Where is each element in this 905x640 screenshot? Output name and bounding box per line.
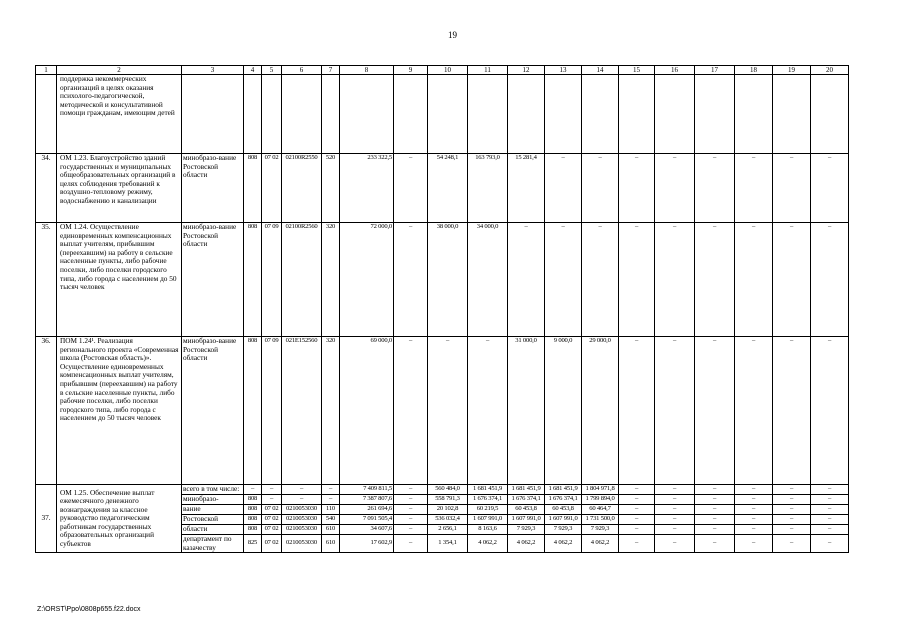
amount-cell: –	[545, 223, 582, 337]
row-number: 36.	[36, 337, 57, 485]
rzpr-code: 07 09	[262, 223, 282, 337]
column-header: 4	[244, 66, 262, 75]
amount-cell: –	[773, 485, 811, 495]
empty-cell	[322, 75, 340, 154]
amount-cell: 2 656,1	[428, 525, 468, 535]
executor: области	[182, 525, 244, 535]
amount-cell: –	[773, 337, 811, 485]
amount-cell: –	[582, 154, 619, 223]
amount-cell: –	[655, 485, 695, 495]
amount-cell: –	[695, 223, 735, 337]
column-header: 5	[262, 66, 282, 75]
empty-cell	[428, 75, 468, 154]
amount-cell: –	[582, 223, 619, 337]
amount-cell: –	[394, 154, 428, 223]
amount-cell: –	[811, 505, 849, 515]
vr-code: 520	[322, 154, 340, 223]
grbs-code: 808	[244, 515, 262, 525]
amount-cell: –	[735, 154, 773, 223]
column-header: 12	[508, 66, 545, 75]
amount-cell: –	[619, 485, 655, 495]
rzpr-code: –	[262, 485, 282, 495]
amount-cell: 20 102,8	[428, 505, 468, 515]
amount-cell: 1 676 374,1	[508, 495, 545, 505]
amount-cell: 4 062,2	[468, 535, 508, 553]
empty-cell	[182, 75, 244, 154]
csr-code: –	[282, 495, 322, 505]
empty-cell	[468, 75, 508, 154]
amount-cell: 7 929,3	[545, 525, 582, 535]
csr-code: 021E152560	[282, 337, 322, 485]
rzpr-code: 07 02	[262, 505, 282, 515]
budget-table	[35, 65, 849, 553]
amount-cell: –	[655, 505, 695, 515]
grbs-code: 808	[244, 525, 262, 535]
amount-cell: 560 484,0	[428, 485, 468, 495]
amount-cell: 1 681 451,9	[508, 485, 545, 495]
amount-cell: –	[508, 223, 545, 337]
rzpr-code: 07 02	[262, 525, 282, 535]
column-header: 6	[282, 66, 322, 75]
executor: Ростовской	[182, 515, 244, 525]
grbs-code: 808	[244, 223, 262, 337]
amount-cell: –	[545, 154, 582, 223]
amount-cell: 1 676 374,1	[468, 495, 508, 505]
amount-cell: –	[773, 495, 811, 505]
amount-cell: –	[773, 515, 811, 525]
amount-cell: –	[428, 337, 468, 485]
amount-cell: 1 354,1	[428, 535, 468, 553]
amount-cell: –	[695, 154, 735, 223]
empty-cell	[545, 75, 582, 154]
vr-code: –	[322, 495, 340, 505]
rzpr-code: 07 02	[262, 535, 282, 553]
column-header: 7	[322, 66, 340, 75]
vr-code: 110	[322, 505, 340, 515]
amount-cell: –	[773, 223, 811, 337]
amount-cell: 72 000,0	[340, 223, 394, 337]
amount-cell: –	[695, 515, 735, 525]
empty-cell	[262, 75, 282, 154]
csr-code: 0210053030	[282, 515, 322, 525]
table-row	[36, 337, 849, 485]
column-header: 3	[182, 66, 244, 75]
amount-cell: –	[811, 525, 849, 535]
amount-cell: –	[394, 485, 428, 495]
amount-cell: –	[735, 223, 773, 337]
empty-cell	[811, 75, 849, 154]
amount-cell: 31 000,0	[508, 337, 545, 485]
column-header: 10	[428, 66, 468, 75]
amount-cell: 4 062,2	[582, 535, 619, 553]
rzpr-code: 07 02	[262, 515, 282, 525]
amount-cell: 7 091 505,4	[340, 515, 394, 525]
amount-cell: –	[773, 535, 811, 553]
amount-cell: 34 000,0	[468, 223, 508, 337]
row-number: 37.	[36, 485, 57, 553]
amount-cell: –	[773, 525, 811, 535]
empty-cell	[773, 75, 811, 154]
row-number: 34.	[36, 154, 57, 223]
amount-cell: –	[695, 505, 735, 515]
executor: минобразо-	[182, 495, 244, 505]
vr-code: 320	[322, 337, 340, 485]
amount-cell: –	[735, 495, 773, 505]
amount-cell: –	[811, 485, 849, 495]
amount-cell: 1 804 971,8	[582, 485, 619, 495]
executor: вание	[182, 505, 244, 515]
amount-cell: –	[655, 337, 695, 485]
amount-cell: 60 453,8	[508, 505, 545, 515]
amount-cell: –	[619, 535, 655, 553]
amount-cell: –	[811, 337, 849, 485]
amount-cell: 60 219,5	[468, 505, 508, 515]
column-header: 11	[468, 66, 508, 75]
measure-name: ПОМ 1.24¹. Реализация регионального проекта «Современная школа (Ростовская область)». Осуществление единовременных компенсационных выплат учителям, прибывшим (переехавшим) на работу в сельские населенные пункты, либо рабочие поселки, либо поселки городского типа, либо города с населением до 50 тысяч человек	[57, 337, 182, 485]
executor: минобразо-вание Ростовской области	[182, 337, 244, 485]
rzpr-code: 07 09	[262, 337, 282, 485]
amount-cell: 1 799 894,0	[582, 495, 619, 505]
amount-cell: 60 464,7	[582, 505, 619, 515]
empty-cell	[655, 75, 695, 154]
amount-cell: 1 676 374,1	[545, 495, 582, 505]
table-row	[36, 485, 849, 495]
amount-cell: –	[619, 515, 655, 525]
amount-cell: 54 248,1	[428, 154, 468, 223]
csr-code: –	[282, 485, 322, 495]
amount-cell: 233 322,5	[340, 154, 394, 223]
amount-cell: –	[394, 525, 428, 535]
amount-cell: –	[655, 154, 695, 223]
csr-code: 0210053030	[282, 505, 322, 515]
executor: минобразо-вание Ростовской области	[182, 154, 244, 223]
csr-code: 0210053030	[282, 535, 322, 553]
amount-cell: –	[735, 515, 773, 525]
column-header: 14	[582, 66, 619, 75]
amount-cell: 4 062,2	[545, 535, 582, 553]
amount-cell: 558 791,3	[428, 495, 468, 505]
vr-code: 540	[322, 515, 340, 525]
amount-cell: 163 793,0	[468, 154, 508, 223]
amount-cell: –	[619, 223, 655, 337]
csr-code: 0210053030	[282, 525, 322, 535]
empty-cell	[508, 75, 545, 154]
amount-cell: 1 607 991,0	[508, 515, 545, 525]
amount-cell: 261 694,6	[340, 505, 394, 515]
empty-cell	[394, 75, 428, 154]
amount-cell: 1 731 500,0	[582, 515, 619, 525]
amount-cell: –	[619, 337, 655, 485]
row-number: 35.	[36, 223, 57, 337]
amount-cell: –	[655, 525, 695, 535]
executor: минобразо-вание Ростовской области	[182, 223, 244, 337]
column-header: 8	[340, 66, 394, 75]
amount-cell: –	[695, 485, 735, 495]
column-header: 1	[36, 66, 57, 75]
amount-cell: –	[695, 337, 735, 485]
empty-cell	[619, 75, 655, 154]
amount-cell: –	[735, 485, 773, 495]
amount-cell: 15 281,4	[508, 154, 545, 223]
amount-cell: –	[655, 495, 695, 505]
grbs-code: 808	[244, 505, 262, 515]
amount-cell: –	[811, 154, 849, 223]
grbs-code: 825	[244, 535, 262, 553]
column-header: 17	[695, 66, 735, 75]
table-row	[36, 223, 849, 337]
grbs-code: 808	[244, 337, 262, 485]
column-header: 20	[811, 66, 849, 75]
rzpr-code: 07 02	[262, 154, 282, 223]
csr-code: 02100R2560	[282, 223, 322, 337]
grbs-code: 808	[244, 154, 262, 223]
grbs-code: –	[244, 485, 262, 495]
amount-cell: 29 000,0	[582, 337, 619, 485]
amount-cell: –	[394, 337, 428, 485]
amount-cell: –	[695, 495, 735, 505]
amount-cell: –	[811, 495, 849, 505]
rzpr-code: –	[262, 495, 282, 505]
amount-cell: 1 681 451,9	[545, 485, 582, 495]
amount-cell: –	[735, 337, 773, 485]
amount-cell: 7 929,3	[582, 525, 619, 535]
column-header: 9	[394, 66, 428, 75]
grbs-code: 808	[244, 495, 262, 505]
page-number: 19	[448, 30, 457, 40]
measure-name: ОМ 1.23. Благоустройство зданий государственных и муниципальных общеобразовательных организаций в целях соблюдения требований к воздушно-тепловому режиму, водоснабжению и канализации	[57, 154, 182, 223]
column-header: 15	[619, 66, 655, 75]
amount-cell: 1 681 451,9	[468, 485, 508, 495]
csr-code: 02100R2550	[282, 154, 322, 223]
vr-code: 610	[322, 525, 340, 535]
amount-cell: 8 163,6	[468, 525, 508, 535]
amount-cell: –	[394, 495, 428, 505]
amount-cell: 1 607 991,0	[545, 515, 582, 525]
empty-cell	[735, 75, 773, 154]
amount-cell: 7 387 807,6	[340, 495, 394, 505]
amount-cell: –	[394, 515, 428, 525]
amount-cell: –	[394, 505, 428, 515]
amount-cell: 69 000,0	[340, 337, 394, 485]
amount-cell: –	[735, 525, 773, 535]
amount-cell: –	[811, 535, 849, 553]
empty-cell	[695, 75, 735, 154]
table-row	[36, 154, 849, 223]
amount-cell: –	[468, 337, 508, 485]
amount-cell: –	[655, 223, 695, 337]
vr-code: –	[322, 485, 340, 495]
file-path-footer: Z:\ORST\Ppo\0808p655.f22.docx	[37, 606, 141, 613]
amount-cell: –	[394, 535, 428, 553]
header-row	[36, 66, 849, 75]
amount-cell: 17 602,9	[340, 535, 394, 553]
amount-cell: –	[695, 535, 735, 553]
empty-cell	[282, 75, 322, 154]
amount-cell: –	[695, 525, 735, 535]
empty-cell	[340, 75, 394, 154]
amount-cell: –	[735, 535, 773, 553]
amount-cell: –	[655, 515, 695, 525]
amount-cell: 34 607,6	[340, 525, 394, 535]
column-header: 19	[773, 66, 811, 75]
amount-cell: –	[619, 495, 655, 505]
amount-cell: –	[394, 223, 428, 337]
executor: департамент по казачеству	[182, 535, 244, 553]
amount-cell: –	[811, 515, 849, 525]
amount-cell: 9 000,0	[545, 337, 582, 485]
amount-cell: 38 000,0	[428, 223, 468, 337]
empty-cell	[244, 75, 262, 154]
amount-cell: –	[619, 525, 655, 535]
amount-cell: –	[811, 223, 849, 337]
amount-cell: –	[619, 505, 655, 515]
empty-cell	[582, 75, 619, 154]
amount-cell: –	[735, 505, 773, 515]
measure-name: ОМ 1.24. Осуществление единовременных компенсационных выплат учителям, прибывшим (переехавшим) на работу в сельские населенные пункты, либо рабочие поселки, либо поселки городского типа, либо города с населением до 50 тысяч человек	[57, 223, 182, 337]
vr-code: 610	[322, 535, 340, 553]
column-header: 18	[735, 66, 773, 75]
row-number	[36, 75, 57, 154]
amount-cell: 7 409 811,5	[340, 485, 394, 495]
amount-cell: 1 607 991,0	[468, 515, 508, 525]
executor: всего в том числе:	[182, 485, 244, 495]
amount-cell: –	[619, 154, 655, 223]
amount-cell: –	[655, 535, 695, 553]
amount-cell: 4 062,2	[508, 535, 545, 553]
measure-name: ОМ 1.25. Обеспечение выплат ежемесячного денежного вознаграждения за классное руководство педагогическим работникам государственных образовательных организаций субъектов	[57, 485, 182, 553]
table-row	[36, 75, 849, 154]
column-header: 2	[57, 66, 182, 75]
measure-name: поддержка некоммерческих организаций в целях оказания психолого-педагогической, методической и консультативной помощи гражданам, имеющим детей	[57, 75, 182, 154]
amount-cell: 60 453,8	[545, 505, 582, 515]
amount-cell: –	[773, 505, 811, 515]
amount-cell: 536 032,4	[428, 515, 468, 525]
column-header: 13	[545, 66, 582, 75]
vr-code: 320	[322, 223, 340, 337]
amount-cell: 7 929,3	[508, 525, 545, 535]
amount-cell: –	[773, 154, 811, 223]
column-header: 16	[655, 66, 695, 75]
